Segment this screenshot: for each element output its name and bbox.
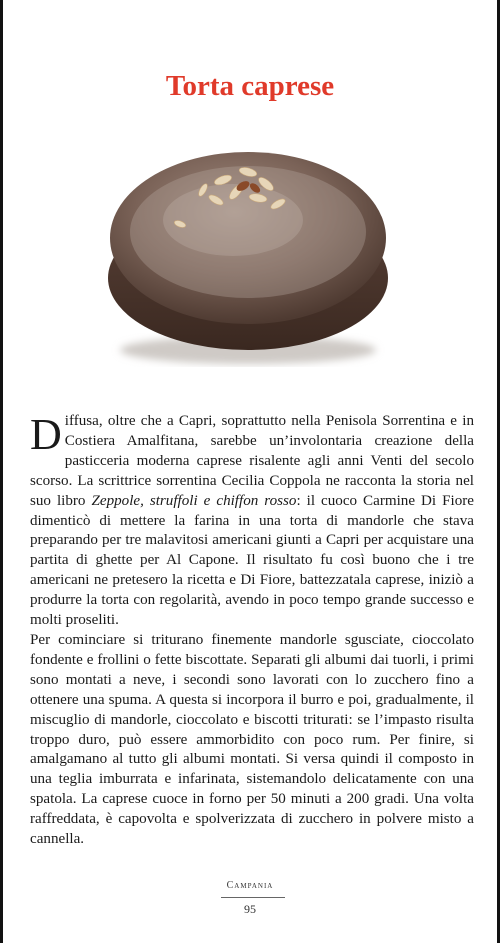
region-label: Campania (226, 880, 274, 891)
history-paragraph-start: iffusa, oltre che a Capri, soprattutto nella Penisola Sorrentina e in Costiera Amalfitana, sarebbe un’involontaria creazione della pasticceria moderna caprese risalente agli anni Venti del secolo scorso. La scrittrice sorrentina Cecilia Coppola ne racconta la storia nel suo libro (30, 413, 474, 509)
method-paragraph: Per cominciare si triturano finemente mandorle sgusciate, cioccolato fondente e frollini o fette biscottate. Separati gli albumi dai tuorli, i primi sono montati a neve, i secondi sono lavorati con lo zucchero fino a ottenere una spuma. A questa si incorpora il burro e poi, gradualmente, il miscuglio di mandorle, cioccolato e biscotti triturati: se l’impasto risulta troppo duro, può essere ammorbidito con poco rum. Per finire, si amalgamano al tutto gli albumi montati. Si versa quindi il composto in una teglia imburrata e infarinata, sistemandolo delicatamente con una spatola. La caprese cuoce in forno per 50 minuti a 200 gradi. Una volta raffreddata, è capovolta e spolverizzata di zucchero in polvere misto a cannella. (30, 631, 474, 848)
torta-caprese-illustration (98, 128, 398, 378)
book-title: Zeppole, struffoli e chiffon rosso (91, 492, 297, 509)
recipe-title: Torta caprese (165, 70, 335, 102)
recipe-body-text (30, 412, 474, 850)
history-paragraph (30, 412, 474, 631)
drop-cap: D (30, 410, 62, 459)
history-paragraph-end: : il cuoco Carmine Di Fiore dimenticò di mettere la farina in una torta di mandorle che stava preparando per tre malavitosi americani giunti a Capri per acquistare una partita di ghette per Al Capone. Il risultato fu così buono che i tre americani ne pretesero la ricetta e Di Fiore, battezzatala caprese, iniziò a produrre la torta con regolarità, avendo in poco tempo grande successo e molti proseliti. (30, 492, 474, 629)
cake-photo (98, 128, 398, 378)
page-number: 95 (244, 902, 256, 916)
footer-divider (221, 897, 285, 898)
